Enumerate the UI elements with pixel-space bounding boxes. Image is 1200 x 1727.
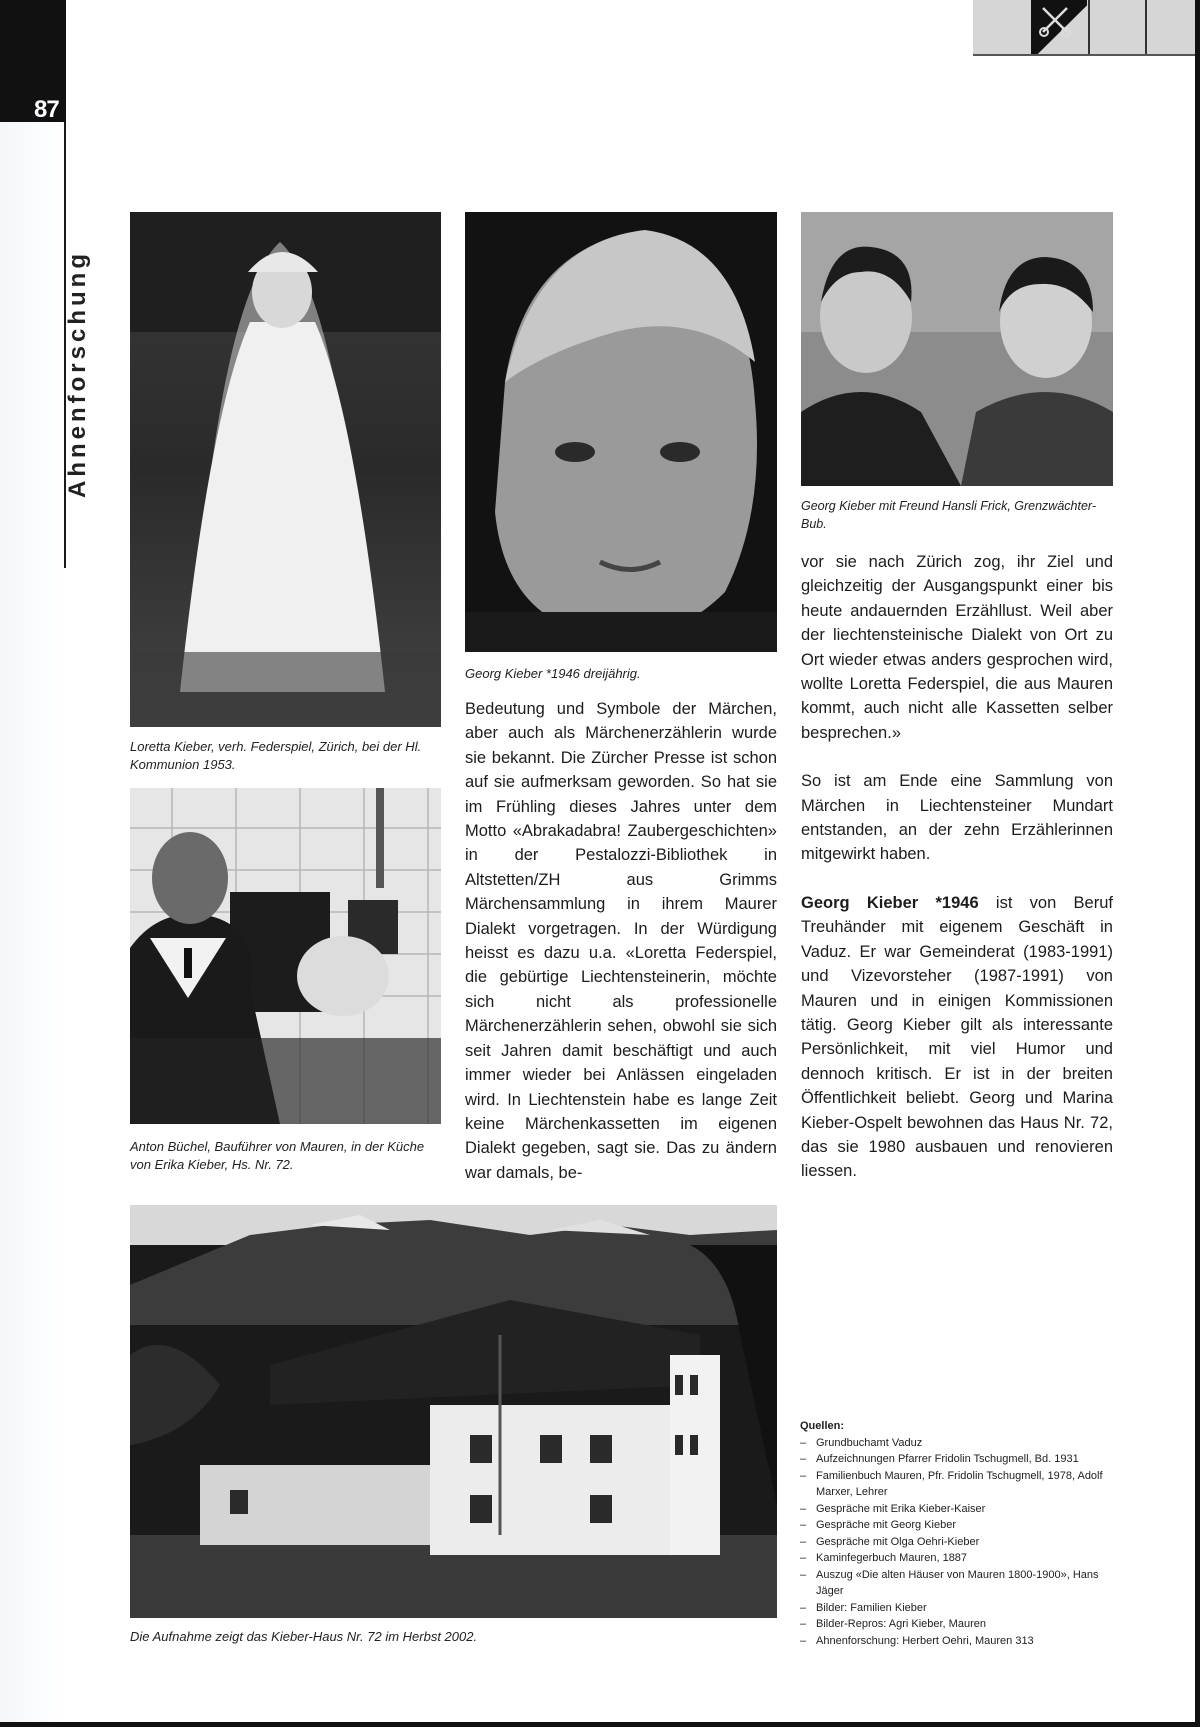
source-item: – Familienbuch Mauren, Pfr. Fridolin Tschugmell, 1978, Adolf Marxer, Lehrer	[800, 1468, 1120, 1501]
section-title: Ahnenforschung	[64, 250, 91, 498]
paragraph: So ist am Ende eine Sammlung von Märchen in Liechtensteiner Mundart entstanden, an der zehn Erzählerinnen mitgewirkt haben.	[801, 772, 1113, 864]
caption-loretta: Loretta Kieber, verh. Federspiel, Zürich, bei der Hl. Kommunion 1953.	[130, 739, 422, 772]
article-column-right	[801, 550, 1113, 1184]
photo-two-boys	[801, 212, 1113, 486]
crossed-keys-icon	[1035, 2, 1075, 42]
source-item: – Ahnenforschung: Herbert Oehri, Mauren 313	[800, 1633, 1120, 1650]
header-tab-box	[973, 0, 1200, 56]
sources-title: Quellen:	[800, 1420, 845, 1432]
paragraph-text: ist von Beruf Treuhänder mit eigenem Geschäft in Vaduz. Er war Gemeinderat (1983-1991) und Vizevorsteher (1987-1991) von Mauren und in einigen Kommissionen tätig. Georg Kieber gilt als interessante Persönlichkeit, mit viel Humor und dennoch kritisch. Er ist in der breiten Öffentlichkeit beliebt. Georg und Marina Kieber-Ospelt bewohnen das Haus Nr. 72, das sie 1980 ausbauen und renovieren liessen.	[801, 893, 1113, 1181]
photo-kieber-house	[130, 1205, 777, 1618]
sources-list	[800, 1418, 1120, 1649]
photo-anton-buechel	[130, 788, 441, 1124]
page-border-bottom	[0, 1722, 1200, 1727]
source-item: – Gespräche mit Georg Kieber	[800, 1517, 1120, 1534]
source-item: – Aufzeichnungen Pfarrer Fridolin Tschugmell, Bd. 1931	[800, 1451, 1120, 1468]
source-item: – Grundbuchamt Vaduz	[800, 1435, 1120, 1452]
page-number: 87	[34, 96, 59, 123]
paragraph: vor sie nach Zürich zog, ihr Ziel und gleichzeitig der Ausgangspunkt einer bis heute andauernden Erzähllust. Weil aber der liechtensteinische Dialekt von Ort zu Ort wieder etwas anders gesprochen wird, wollte Loretta Federspiel, die aus Mauren kommt, auch nicht alle Kassetten selber besprechen.»	[801, 553, 1113, 742]
person-name: Georg Kieber *1946	[801, 893, 979, 912]
caption-anton: Anton Büchel, Bauführer von Mauren, in der Küche von Erika Kieber, Hs. Nr. 72.	[130, 1139, 425, 1172]
caption-boys: Georg Kieber mit Freund Hansli Frick, Grenzwächter-Bub.	[801, 499, 1097, 531]
page-border-right	[1195, 0, 1200, 1727]
source-item: – Bilder: Familien Kieber	[800, 1600, 1120, 1617]
source-item: – Gespräche mit Erika Kieber-Kaiser	[800, 1501, 1120, 1518]
caption-georg-child: Georg Kieber *1946 dreijährig.	[465, 666, 641, 681]
header-separator	[1145, 0, 1147, 54]
photo-georg-child	[465, 212, 777, 652]
source-item: – Auszug «Die alten Häuser von Mauren 1800-1900», Hans Jäger	[800, 1567, 1120, 1600]
header-separator	[1088, 0, 1090, 54]
article-column-middle	[465, 697, 777, 1185]
paragraph-georg	[801, 891, 1113, 1184]
paragraph: Bedeutung und Symbole der Märchen, aber auch als Märchenerzählerin wurde sie bekannt. Die Zürcher Presse ist schon auf sie aufmerksam geworden. So hat sie im Frühling dieses Jahres unter dem Motto «Abrakadabra! Zaubergeschichten» in der Pestalozzi-Bibliothek in Altstetten/ZH aus Grimms Märchensammlung in ihrem Maurer Dialekt vorgetragen. In der Würdigung heisst es dazu u.a. «Loretta Federspiel, die gebürtige Liechtensteinerin, möchte sich nicht als professionelle Märchenerzählerin sehen, obwohl sie sich seit Jahren damit beschäftigt und auch immer wieder bei Anlässen eingeladen wird. In Liechtenstein habe es lange Zeit keine Märchenkassetten im eigenen Dialekt gegeben, sagt sie. Das zu ändern war damals, be-	[465, 700, 777, 1182]
source-item: – Bilder-Repros: Agri Kieber, Mauren	[800, 1616, 1120, 1633]
sources-items	[800, 1435, 1120, 1650]
photo-loretta-communion	[130, 212, 441, 727]
caption-house: Die Aufnahme zeigt das Kieber-Haus Nr. 72 im Herbst 2002.	[130, 1629, 478, 1644]
source-item: – Kaminfegerbuch Mauren, 1887	[800, 1550, 1120, 1567]
source-item: – Gespräche mit Olga Oehri-Kieber	[800, 1534, 1120, 1551]
margin-strip	[0, 122, 66, 1727]
